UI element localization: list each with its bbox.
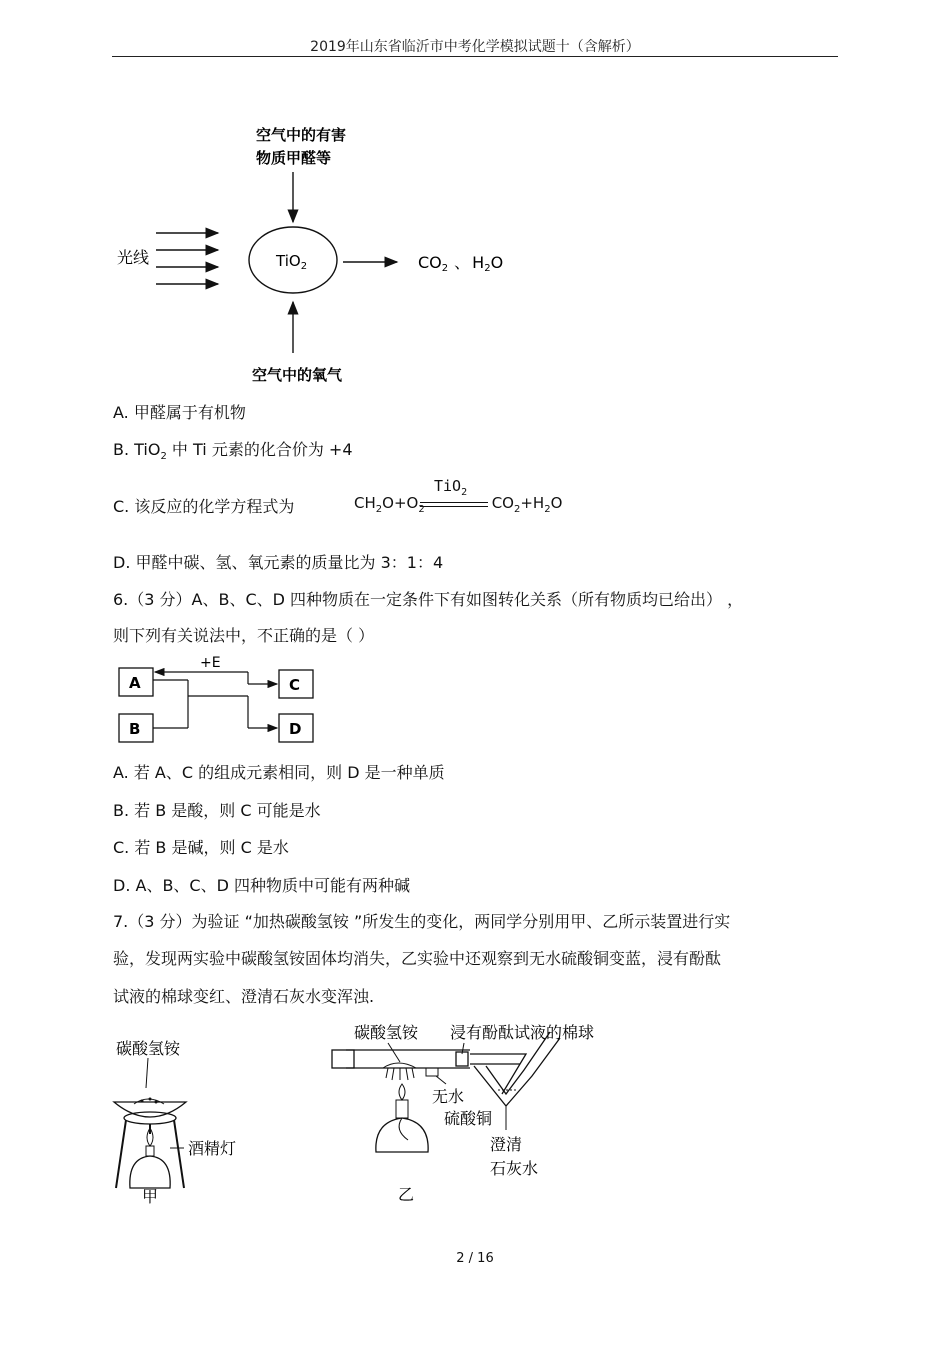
yi-lime-label-2: 石灰水	[490, 1159, 539, 1178]
box-d-label: D	[289, 720, 302, 738]
yi-cuso4-label-1: 无水	[432, 1087, 465, 1106]
alcohol-lamp	[130, 1156, 170, 1188]
jia-caption: 甲	[142, 1187, 159, 1206]
product-co2: CO	[418, 253, 442, 272]
q6-option-b: B. 若 B 是酸，则 C 可能是水	[113, 801, 321, 820]
tripod-leg-right	[174, 1120, 184, 1188]
equation-double-line	[420, 502, 488, 507]
harmful-substance-label-2: 物质甲醛等	[256, 149, 332, 167]
evaporating-dish	[114, 1102, 186, 1117]
jia-ammonium-label: 碳酸氢铵	[116, 1039, 181, 1058]
q7-stem-3: 试液的棉球变红、澄清石灰水变浑浊.	[113, 987, 375, 1006]
v-vessel	[474, 1038, 560, 1106]
box-c-label: C	[289, 676, 301, 694]
catalyst-label: TiO	[276, 252, 301, 270]
harmful-substance-label-1: 空气中的有害	[256, 126, 347, 144]
cotton-ball	[456, 1052, 468, 1066]
yi-caption: 乙	[398, 1185, 415, 1204]
yi-ammonium-label: 碳酸氢铵	[354, 1023, 419, 1042]
oxygen-label: 空气中的氧气	[252, 366, 343, 384]
yi-cotton-label: 浸有酚酞试液的棉球	[450, 1023, 595, 1042]
box-a-label: A	[129, 674, 141, 692]
q6-option-a: A. 若 A、C 的组成元素相同，则 D 是一种单质	[113, 763, 445, 782]
q6-option-c: C. 若 B 是碱，则 C 是水	[113, 838, 289, 857]
q7-stem-1: 7.（3 分）为验证 “加热碳酸氢铵 ”所发生的变化，两同学分别用甲、乙所示装置进行实	[113, 912, 731, 931]
q6-option-d: D. A、B、C、D 四种物质中可能有两种碱	[113, 876, 410, 895]
q6-stem-2: 则下列有关说法中，不正确的是（ ）	[113, 626, 375, 645]
light-label: 光线	[117, 248, 150, 267]
catalyst-sub: 2	[300, 261, 308, 272]
product-h2o: H	[472, 253, 485, 272]
plus-e-label: +E	[200, 655, 221, 671]
apparatus-jia	[100, 1030, 270, 1210]
clamp	[332, 1050, 354, 1068]
header-rule	[112, 56, 838, 57]
q5-option-a: A. 甲醛属于有机物	[113, 403, 246, 422]
tripod-leg-left	[116, 1120, 126, 1188]
tio2-diagram	[100, 110, 540, 390]
q6-stem-1: 6.（3 分）A、B、C、D 四种物质在一定条件下有如图转化关系（所有物质均已给出） ，	[113, 590, 744, 609]
q5-option-b: B. TiO$_2$ 中 Ti 元素的化合价为 +4	[113, 440, 353, 463]
q7-stem-2: 验，发现两实验中碳酸氢铵固体均消失，乙实验中还观察到无水硫酸铜变蓝，浸有酚酞	[113, 949, 722, 968]
svg-text:CO2、H2O: CO2 、 H2O	[418, 253, 504, 274]
box-b-label: B	[129, 720, 141, 738]
delivery-tube	[470, 1054, 526, 1094]
q5-equation: $CH_2O+O_2$ $CO_2+H_2O$	[354, 494, 563, 515]
equation-condition: TiO$_2$	[434, 477, 468, 498]
q5-option-c: C. 该反应的化学方程式为	[113, 497, 295, 516]
yi-cuso4-label-2: 硫酸铜	[444, 1109, 493, 1128]
apparatus-yi	[328, 1018, 628, 1213]
svg-text:TiO2	[275, 252, 307, 272]
q5-option-d: D. 甲醛中碳、氢、氧元素的质量比为 3：1：4	[113, 553, 444, 572]
jia-lamp-label: 酒精灯	[188, 1139, 237, 1158]
yi-lime-label-1: 澄清	[490, 1135, 523, 1154]
page-number: 2 / 16	[456, 1251, 494, 1266]
q6-conversion-diagram	[112, 650, 332, 750]
page-header: 2019年山东省临沂市中考化学模拟试题十（含解析）	[310, 39, 640, 55]
